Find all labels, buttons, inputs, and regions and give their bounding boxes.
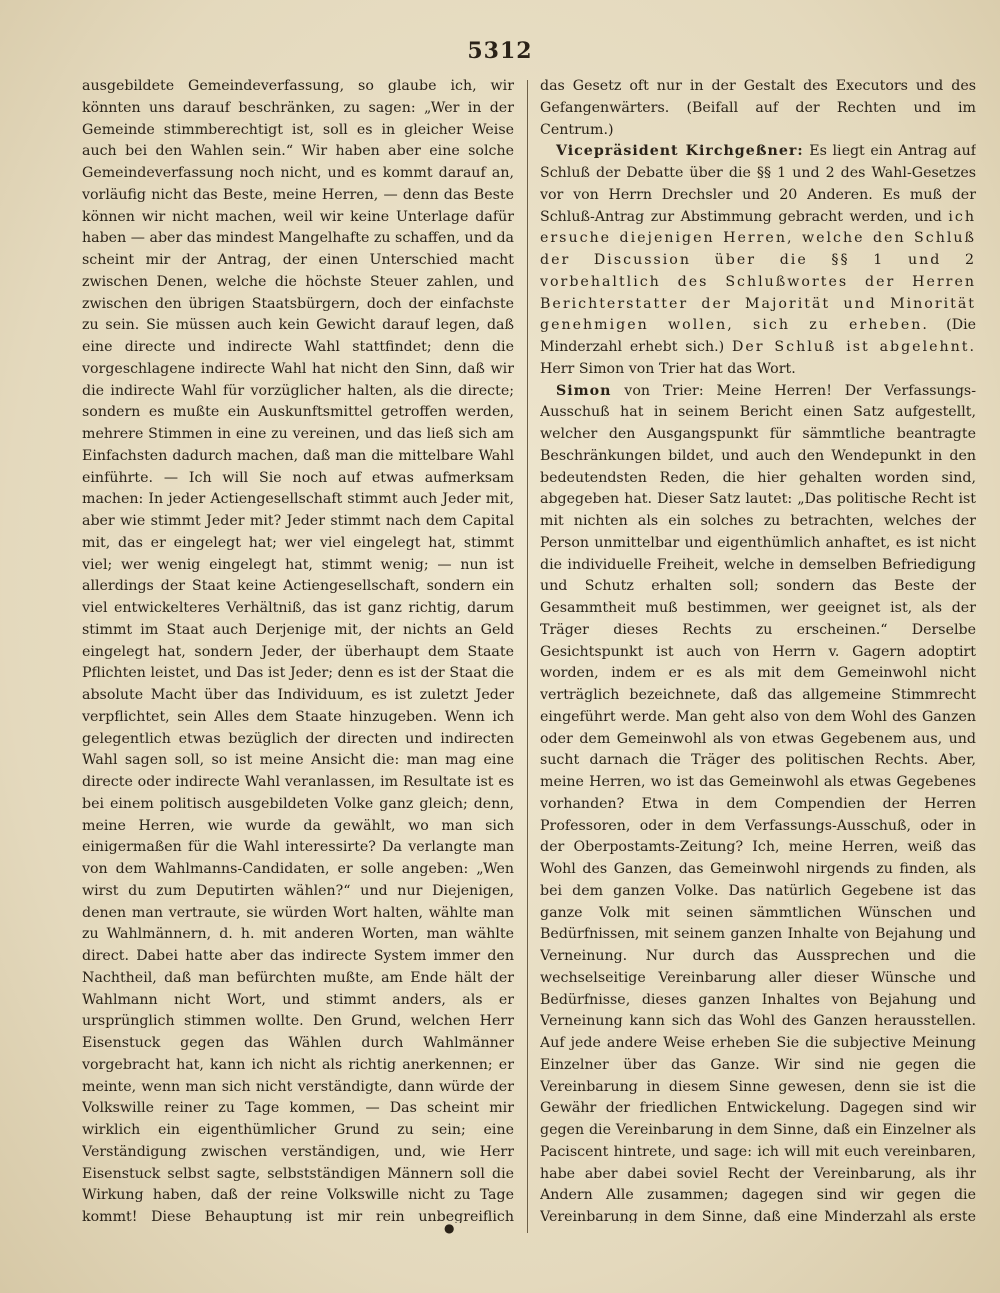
right-paragraph-1: das Gesetz oft nur in der Gestalt des Executors und des Gefangenwärters. (Beifall auf der Rechten und im Centrum.) (540, 78, 976, 138)
p2-spaced-text: ich ersuche diejenigen Herren, welche den Schluß der Discussion über die §§ 1 und 2 vorbehaltlich des Schlußwortes der Herren Berichterstatter der Majorität und Minorität genehmigen wollen, sich zu erheben. (540, 208, 976, 334)
p2-end: Herr Simon von Trier hat das Wort. (540, 360, 796, 377)
column-divider (527, 80, 528, 1233)
p2-result: Der Schluß ist abgelehnt. (732, 339, 976, 355)
p3-text: von Trier: Meine Herren! Der Verfassungs-Ausschuß hat in seinem Bericht einen Satz aufgestellt, welcher den Ausgangspunkt für sämmtliche beantragte Beschränkungen bildet, und auch den Wendepunkt in den bedeutendsten Reden, die hier gehalten worden sind, abgegeben hat. Dieser Satz lautet: „Das politische Recht ist mit nichten als ein solches zu betrachten, welches der Person unmittelbar und eigenthümlich anhaftet, es ist nicht die individuelle Freiheit, welche in demselben Befriedigung und Schutz erhalten soll; sondern das Beste der Gesammtheit muß bestimmen, wer geeignet ist, als der Träger dieses Rechts zu erscheinen.“ Derselbe Gesichtspunkt ist auch von Herrn v. Gagern adoptirt worden, indem er es als mit dem Gemeinwohl nicht verträglich bezeichnete, daß das allgemeine Stimmrecht eingeführt werde. Man geht also von dem Wohl des Ganzen oder dem Gemeinwohl als von etwas Gegebenem aus, und sucht darnach die Träger des politischen Rechts. Aber, meine Herren, wo ist das Gemeinwohl als etwas Gegebenes vorhanden? Etwa in dem Compendien der Herren Professoren, oder in dem Verfassungs-Ausschuß, oder in der Oberpostamts-Zeitung? Ich, meine Herren, weiß das Wohl des Ganzen, das Gemeinwohl nirgends zu finden, als bei dem ganzen Volke. Das natürlich Gegebene ist das ganze Volk mit seinen sämmtlichen Wünschen und Bedürfnissen, mit seinem ganzen Inhalte von Bejahung und Verneinung. Nur durch das Aussprechen und die wechselseitige Vereinbarung aller dieser Wünsche und Bedürfnisse, dieses ganzen Inhaltes von Bejahung und Verneinung kann sich das Wohl des Ganzen herausstellen. Auf jede andere Weise erheben Sie die subjective Meinung Einzelner über das Ganze. Wir sind nie gegen die Vereinbarung in diesem Sinne gewesen, denn sie ist die Gewähr der friedlichen Entwickelung. Dagegen sind wir gegen die Vereinbarung in dem Sinne, daß ein Einzelner als Paciscent hintrete, und sage: ich will mit euch vereinbaren, habe aber dabei soviel Recht der Vereinbarung, als ihr Andern Alle zusammen; dagegen sind wir gegen die Vereinbarung in dem Sinne, daß eine Minderzahl als erste (540, 382, 976, 1223)
left-column-text: ausgebildete Gemeindeverfassung, so glaube ich, wir könnten uns darauf beschränken, zu sagen: „Wer in der Gemeinde stimmberechtigt ist, soll es in gleicher Weise auch bei den Wahlen sein.“ Wir haben aber eine solche Gemeindeverfassung noch nicht, und es kommt darauf an, vorläufig nicht das Beste, meine Herren, — denn das Beste können wir nicht machen, weil wir keine Unterlage dafür haben — aber das mindest Mangelhafte zu schaffen, und da scheint mir der Antrag, der einen Unterschied macht zwischen Denen, welche die höchste Steuer zahlen, und zwischen den übrigen Staatsbürgern, doch der einfachste zu sein. Sie müssen auch kein Gewicht darauf legen, daß eine directe und indirecte Wahl stattfindet; denn die vorgeschlagene indirecte Wahl hat nicht den Sinn, daß wir die indirecte Wahl für vorzüglicher halten, als die directe; sondern es mußte ein Auskunftsmittel getroffen werden, mehrere Stimmen in eine zu vereinen, und das ließ sich am Einfachsten dadurch machen, daß man die mittelbare Wahl einführte. — Ich will Sie noch auf etwas aufmerksam machen: In jeder Actiengesellschaft stimmt auch Jeder mit, aber wie stimmt Jeder mit? Jeder stimmt nach dem Capital mit, das er eingelegt hat; wer viel eingelegt hat, stimmt viel; wer wenig eingelegt hat, stimmt wenig; — nun ist allerdings der Staat keine Actiengesellschaft, sondern ein viel entwickelteres Verhältniß, das ist ganz richtig, darum stimmt im Staat auch Derjenige mit, der nichts an Geld eingelegt hat, sondern Jeder, der überhaupt dem Staate Pflichten leistet, und Das ist Jeder; denn es ist der Staat die absolute Macht über das Individuum, es ist zuletzt Jeder verpflichtet, sein Alles dem Staate hinzugeben. Wenn ich gelegentlich etwas bezüglich der directen und indirecten Wahl sagen soll, so ist meine Ansicht die: man mag eine directe oder indirecte Wahl veranlassen, im Resultate ist es bei einem politisch ausgebildeten Volke ganz gleich; denn, meine Herren, wie wurde da gewählt, wo man sich einigermaßen für die Wahl interessirte? Da verlangte man von dem Wahlmanns-Candidaten, er solle angeben: „Wen wirst du zum Deputirten wählen?“ und nur Diejenigen, denen man vertraute, sie würden Wort halten, wählte man zu Wahlmännern, d. h. mit anderen Worten, man wählte direct. Dabei hatte aber das indirecte System immer den Nachtheil, daß man befürchten mußte, am Ende hält der Wahlmann nicht Wort, und stimmt anders, als er ursprünglich stimmen wollte. Den Grund, welchen Herr Eisenstuck gegen das Wählen durch Wahlmänner vorgebracht hat, kann ich nicht als richtig anerkennen; er meinte, wenn man sich nicht verständigte, dann würde der Volkswille reiner zu Tage kommen, — Das scheint mir wirklich ein eigenthümlicher Grund zu sein; eine Verständigung zwischen verständigen, und, wie Herr Eisenstuck selbst sagte, selbstständigen Männern soll die Wirkung haben, daß der reine Volkswille nicht zu Tage kommt! Diese Behauptung ist mir rein unbegreiflich (82, 78, 514, 1223)
right-paragraph-2 (540, 141, 976, 380)
p2-text: Es liegt ein Antrag auf Schluß der Debatte über die §§ 1 und 2 des Wahl-Gesetzes vor von Herrn Drechsler und 20 Anderen. Es muß der Schluß-Antrag zur Abstimmung gebracht werden, und (540, 143, 976, 225)
left-column (82, 76, 514, 1223)
page-number: 5312 (467, 38, 533, 64)
right-paragraph-3 (540, 381, 976, 1224)
bottom-dot: ● (444, 1221, 455, 1235)
speaker-simon: Simon (556, 382, 612, 399)
p2-after: (Die Minderzahl erhebt sich.) (540, 317, 976, 355)
right-column (540, 76, 976, 1223)
speaker-kirchgessner: Vicepräsident Kirchgeßner: (556, 143, 804, 160)
